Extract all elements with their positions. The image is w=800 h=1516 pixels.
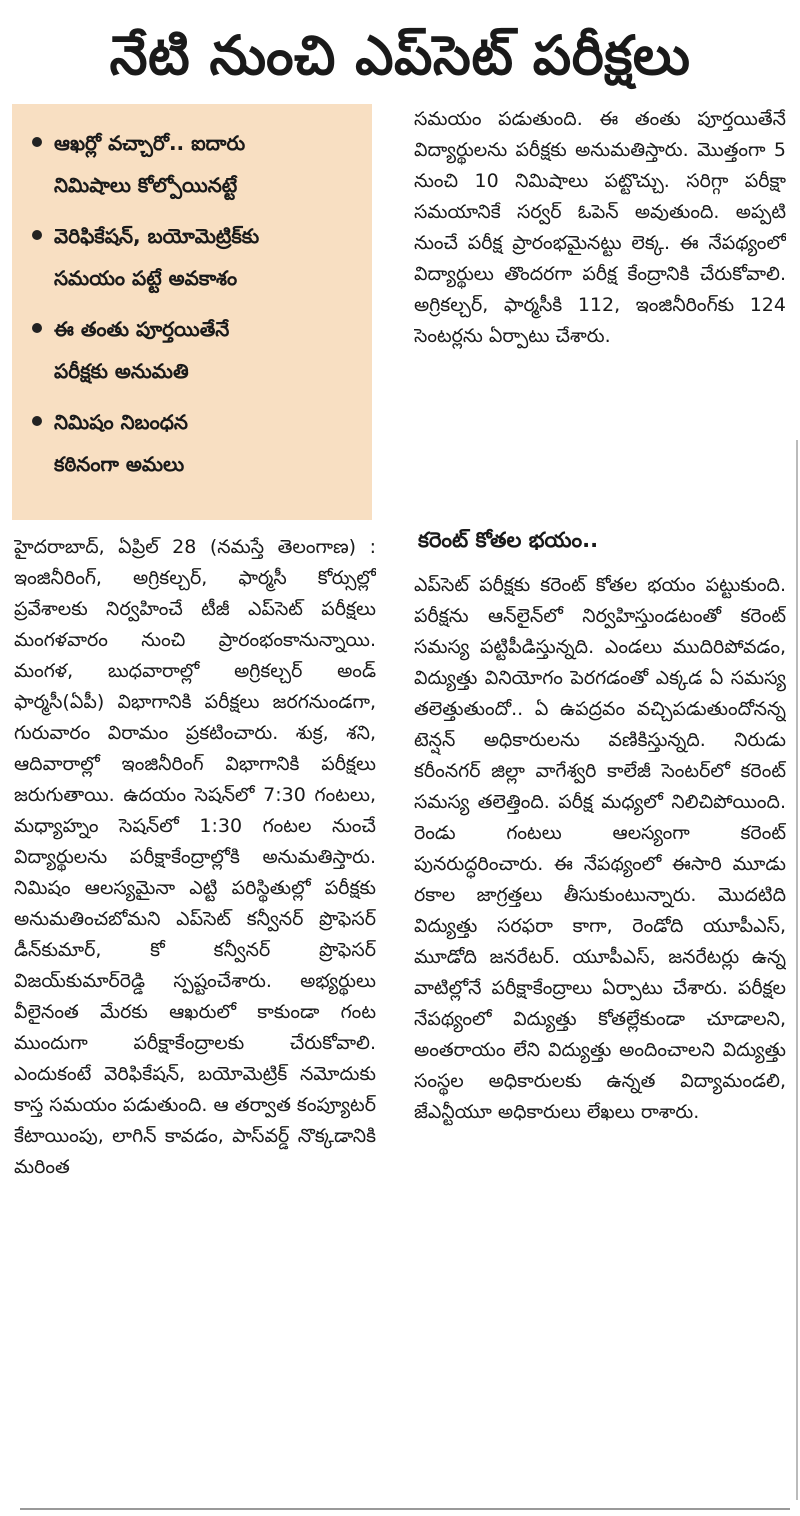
article-body-left-column: హైదరాబాద్, ఏప్రిల్ 28 (నమస్తే తెలంగాణ) : ఇంజినీరింగ్, అగ్రికల్చర్, ఫార్మసీ కోర్సుల్లో ప్రవేశాలకు నిర్వహించే టీజీ ఎప్‌సెట్ పరీక్షలు మంగళవారం నుంచి ప్రారంభంకానున్నాయి. మంగళ, బుధవారాల్లో అగ్రికల్చర్ అండ్ ఫార్మసీ(ఏపీ) విభాగానికి పరీక్షలు జరగనుండగా, గురువారం విరామం ప్రకటించారు. శుక్ర, శని, ఆదివారాల్లో ఇంజినీరింగ్ విభాగానికి పరీక్షలు జరుగుతాయి. ఉదయం సెషన్‌లో 7:30 గంటలు, మధ్యాహ్నం సెషన్‌లో 1:30 గంటల నుంచే విద్యార్థులను పరీక్షాకేంద్రాల్లోకి అనుమతిస్తారు. నిమిషం ఆలస్యమైనా ఎట్టి పరిస్థితుల్లో పరీక్షకు అనుమతించబోమని ఎప్‌సెట్ కన్వీనర్ ప్రొఫెసర్ డీన్‌కుమార్, కో కన్వీనర్ ప్రొఫెసర్ విజయ్‌కుమార్‌రెడ్డి స్పష్టంచేశారు. అభ్యర్థులు వీలైనంత మేరకు ఆఖరులో కాకుండా గంట ముందుగా పరీక్షాకేంద్రాలకు చేరుకోవాలి. ఎందుకంటే వెరిఫికేషన్, బయోమెట్రిక్ నమోదుకు కాస్త సమయం పడుతుంది. ఆ తర్వాత కంప్యూటర్ కేటాయింపు, లాగిన్ కావడం, పాస్‌వర్డ్ నొక్కడానికి మరింత: [14, 536, 376, 1178]
headline: నేటి నుంచి ఎప్‌సెట్ పరీక్షలు: [109, 24, 691, 87]
article-body-right-column-bottom: ఎప్‌సెట్ పరీక్షకు కరెంట్ కోతల భయం పట్టుకుంది. పరీక్షను ఆన్‌లైన్‌లో నిర్వహిస్తుండటంతో కరెంట్ సమస్య పట్టిపీడిస్తున్నది. ఎండలు ముదిరిపోవడం, విద్యుత్తు వినియోగం పెరగడంతో ఎక్కడ ఏ సమస్య తలెత్తుతుందో.. ఏ ఉపద్రవం వచ్చిపడుతుందోనన్న టెన్షన్ అధికారులను వణికిస్తున్నది. నిరుడు కరీంనగర్ జిల్లా వాగేశ్వరి కాలేజీ సెంటర్‌లో కరెంట్ సమస్య తలెత్తింది. పరీక్ష మధ్యలో నిలిచిపోయింది. రెండు గంటలు ఆలస్యంగా కరెంట్ పునరుద్ధరించారు. ఈ నేపథ్యంలో ఈసారి మూడు రకాల జాగ్రత్తలు తీసుకుంటున్నారు. మొదటిది విద్యుత్తు సరఫరా కాగా, రెండోది యూపీఎస్, మూడోది జనరేటర్. యూపీఎస్, జనరేటర్లు ఉన్న వాటిల్లోనే పరీక్షాకేంద్రాలు ఏర్పాటు చేశారు. పరీక్షల నేపథ్యంలో విద్యుత్తు కోతల్లేకుండా చూడాలని, అంతరాయం లేని విద్యుత్తు అందించాలని విద్యుత్తు సంస్థల అధికారులకు ఉన్నత విద్యామండలి, జేఎన్టీయూ అధికారులు లేఖలు రాశారు.: [414, 574, 786, 1123]
bullet-icon: [32, 416, 42, 426]
bullet-icon: [32, 230, 42, 240]
bullet-icon: [32, 323, 42, 333]
bullet-icon: [32, 137, 42, 147]
bottom-rule: [20, 1508, 790, 1510]
highlight-item: [32, 401, 358, 485]
highlight-item: [32, 122, 358, 206]
highlight-item: [32, 308, 358, 392]
highlight-text: ఆఖర్లో వచ్చారో.. ఐదారు నిమిషాలు కోల్పోయినట్టే: [54, 131, 246, 197]
highlight-text: నిమిషం నిబంధన కఠినంగా అమలు: [54, 410, 188, 476]
highlight-text: వెరిఫికేషన్, బయోమెట్రిక్‌కు సమయం పట్టే అవకాశం: [54, 224, 260, 290]
highlight-text: ఈ తంతు పూర్తయితేనే పరీక్షకు అనుమతి: [54, 317, 230, 383]
highlight-item: [32, 215, 358, 299]
article-body-right-column-top: సమయం పడుతుంది. ఈ తంతు పూర్తయితేనే విద్యార్థులను పరీక్షకు అనుమతిస్తారు. మొత్తంగా 5 నుంచి 10 నిమిషాలు పట్టొచ్చు. సరిగ్గా పరీక్షా సమయానికే సర్వర్ ఓపెన్ అవుతుంది. అప్పటి నుంచే పరీక్ష ప్రారంభమైనట్టు లెక్క. ఈ నేపథ్యంలో విద్యార్థులు తొందరగా పరీక్ష కేంద్రానికి చేరుకోవాలి. అగ్రికల్చర్, ఫార్మసీకి 112, ఇంజినీరింగ్‌కు 124 సెంటర్లను ఏర్పాటు చేశారు.: [414, 108, 786, 347]
section-subheading: కరెంట్ కోతల భయం..: [418, 528, 599, 552]
column-divider: [796, 440, 798, 1500]
highlights-box: [12, 104, 372, 520]
